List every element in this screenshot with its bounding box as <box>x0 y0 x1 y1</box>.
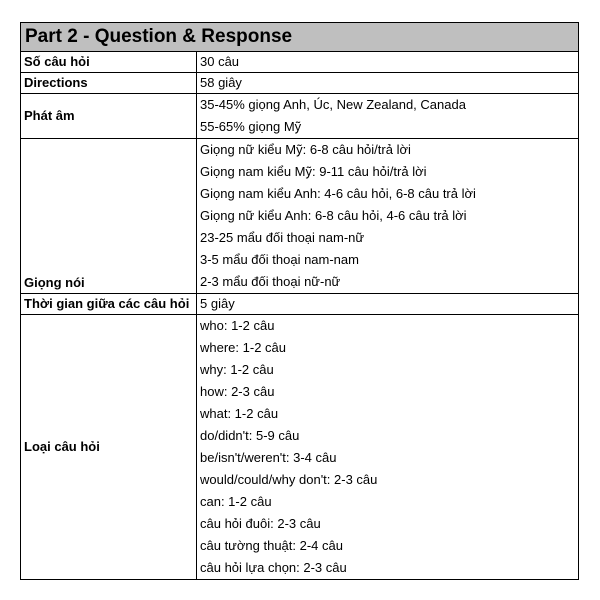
list-item: do/didn't: 5-9 câu <box>200 428 300 443</box>
list-item: Giọng nam kiểu Anh: 4-6 câu hỏi, 6-8 câu trả lời <box>200 186 476 201</box>
table-row-loai-cau-hoi <box>21 315 579 580</box>
row-values <box>197 315 579 580</box>
list-item: be/isn't/weren't: 3-4 câu <box>200 450 337 465</box>
list-item: why: 1-2 câu <box>200 362 274 377</box>
row-label: Số câu hỏi <box>21 52 197 73</box>
list-item: Giọng nữ kiểu Mỹ: 6-8 câu hỏi/trả lời <box>200 142 411 157</box>
row-label: Phát âm <box>21 94 197 139</box>
info-table-container <box>20 22 578 580</box>
table-title: Part 2 - Question & Response <box>21 23 579 52</box>
list-item: 3-5 mẩu đối thoại nam-nam <box>200 252 359 267</box>
list-item: Giọng nữ kiểu Anh: 6-8 câu hỏi, 4-6 câu trả lời <box>200 208 467 223</box>
table-row-directions <box>21 73 579 94</box>
list-item: 2-3 mẩu đối thoại nữ-nữ <box>200 274 341 289</box>
row-label: Thời gian giữa các câu hỏi <box>21 294 197 315</box>
table-row-thoi-gian <box>21 294 579 315</box>
list-item: 35-45% giọng Anh, Úc, New Zealand, Canada <box>200 97 466 112</box>
list-item: 23-25 mẩu đối thoại nam-nữ <box>200 230 365 245</box>
list-item: where: 1-2 câu <box>200 340 286 355</box>
list-item: câu tường thuật: 2-4 câu <box>200 538 343 553</box>
list-item: câu hỏi lựa chọn: 2-3 câu <box>200 560 347 575</box>
list-item: Giọng nam kiểu Mỹ: 9-11 câu hỏi/trả lời <box>200 164 427 179</box>
row-label: Loại câu hỏi <box>21 315 197 580</box>
row-label: Giọng nói <box>21 139 197 294</box>
list-item: who: 1-2 câu <box>200 318 275 333</box>
row-values <box>197 94 579 139</box>
table-row-giong-noi <box>21 139 579 294</box>
row-value: 5 giây <box>197 294 579 315</box>
row-value: 30 câu <box>197 52 579 73</box>
list-item: would/could/why don't: 2-3 câu <box>200 472 378 487</box>
row-value: 58 giây <box>197 73 579 94</box>
list-item: 55-65% giọng Mỹ <box>200 119 302 134</box>
table-row-phat-am <box>21 94 579 139</box>
list-item: câu hỏi đuôi: 2-3 câu <box>200 516 321 531</box>
list-item: can: 1-2 câu <box>200 494 272 509</box>
list-item: how: 2-3 câu <box>200 384 275 399</box>
row-label: Directions <box>21 73 197 94</box>
row-values <box>197 139 579 294</box>
part2-info-table <box>20 22 579 580</box>
table-row-so-cau-hoi <box>21 52 579 73</box>
list-item: what: 1-2 câu <box>200 406 279 421</box>
